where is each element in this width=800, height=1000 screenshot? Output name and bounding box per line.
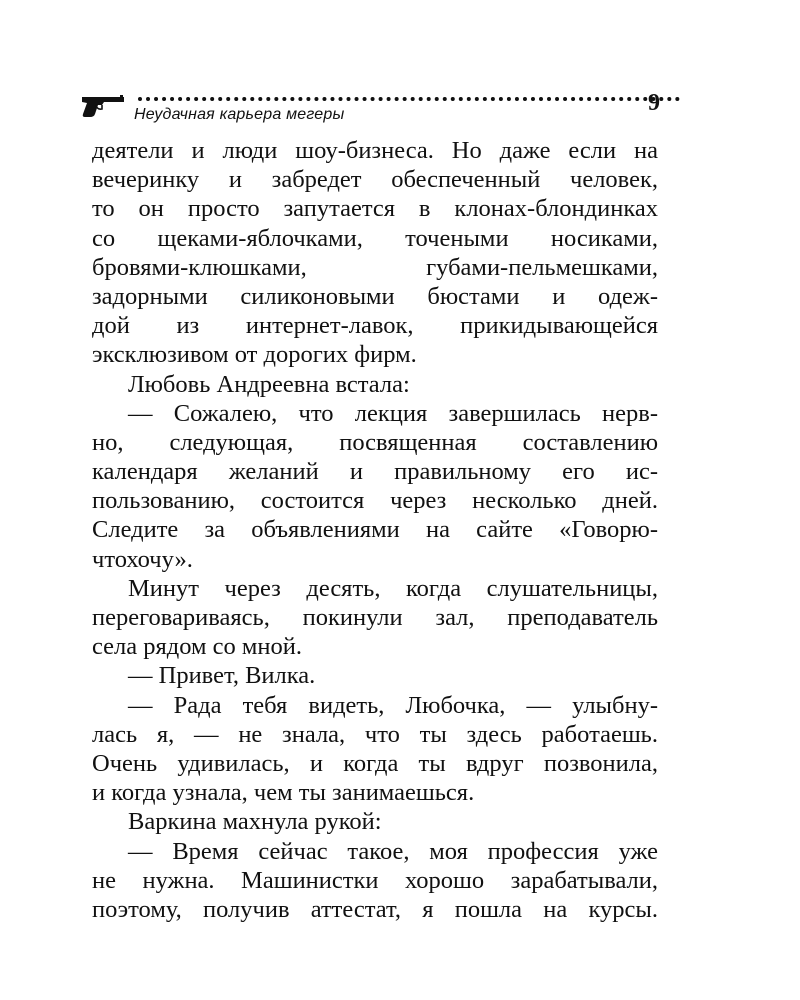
text-line: чтохочу». bbox=[92, 545, 193, 573]
text-line: не нужна. Машинистки хорошо зарабатывали, bbox=[92, 866, 658, 894]
page-header bbox=[80, 88, 660, 128]
body-text bbox=[92, 136, 658, 924]
text-line: Очень удивилась, и когда ты вдруг позвонила, bbox=[92, 749, 658, 777]
text-line: села рядом со мной. bbox=[92, 633, 303, 661]
pistol-icon bbox=[80, 94, 126, 118]
text-line: — Время сейчас такое, моя профессия уже bbox=[128, 837, 658, 865]
text-line: задорными силиконовыми бюстами и одеж- bbox=[92, 282, 658, 310]
text-line: вечеринку и забредет обеспеченный человек, bbox=[92, 166, 658, 194]
page-number: 9 bbox=[648, 90, 660, 116]
text-line: — Рада тебя видеть, Любочка, — улыбну- bbox=[128, 691, 658, 719]
text-line: пользованию, состоится через несколько дней. bbox=[92, 487, 658, 515]
text-line: — Привет, Вилка. bbox=[128, 662, 316, 690]
running-title: Неудачная карьера мегеры bbox=[134, 106, 345, 123]
text-line: Любовь Андреевна встала: bbox=[128, 370, 410, 398]
text-line: лась я, — не знала, что ты здесь работаешь. bbox=[92, 720, 658, 748]
text-line: деятели и люди шоу-бизнеса. Но даже если на bbox=[92, 137, 658, 164]
text-line: Варкина махнула рукой: bbox=[128, 808, 382, 836]
text-line: бровями-клюшками, губами-пельмешками, bbox=[92, 253, 658, 281]
text-line: дой из интернет-лавок, прикидывающейся bbox=[92, 312, 658, 340]
text-line: но, следующая, посвященная составлению bbox=[92, 428, 658, 456]
text-line: со щеками-яблочками, точеными носиками, bbox=[92, 224, 658, 252]
text-line: Минут через десять, когда слушательницы, bbox=[128, 574, 658, 602]
dotted-rule bbox=[138, 97, 680, 101]
text-line: переговариваясь, покинули зал, преподаватель bbox=[92, 604, 658, 631]
text-line: эксклюзивом от дорогих фирм. bbox=[92, 341, 417, 369]
text-line: календаря желаний и правильному его ис- bbox=[92, 458, 658, 486]
text-line: то он просто запутается в клонах-блондинках bbox=[92, 195, 658, 223]
text-line: — Сожалею, что лекция завершилась нерв- bbox=[128, 399, 658, 427]
text-line: Следите за объявлениями на сайте «Говорю- bbox=[92, 516, 658, 544]
text-line: и когда узнала, чем ты занимаешься. bbox=[92, 779, 475, 807]
text-line: поэтому, получив аттестат, я пошла на курсы. bbox=[92, 895, 658, 923]
